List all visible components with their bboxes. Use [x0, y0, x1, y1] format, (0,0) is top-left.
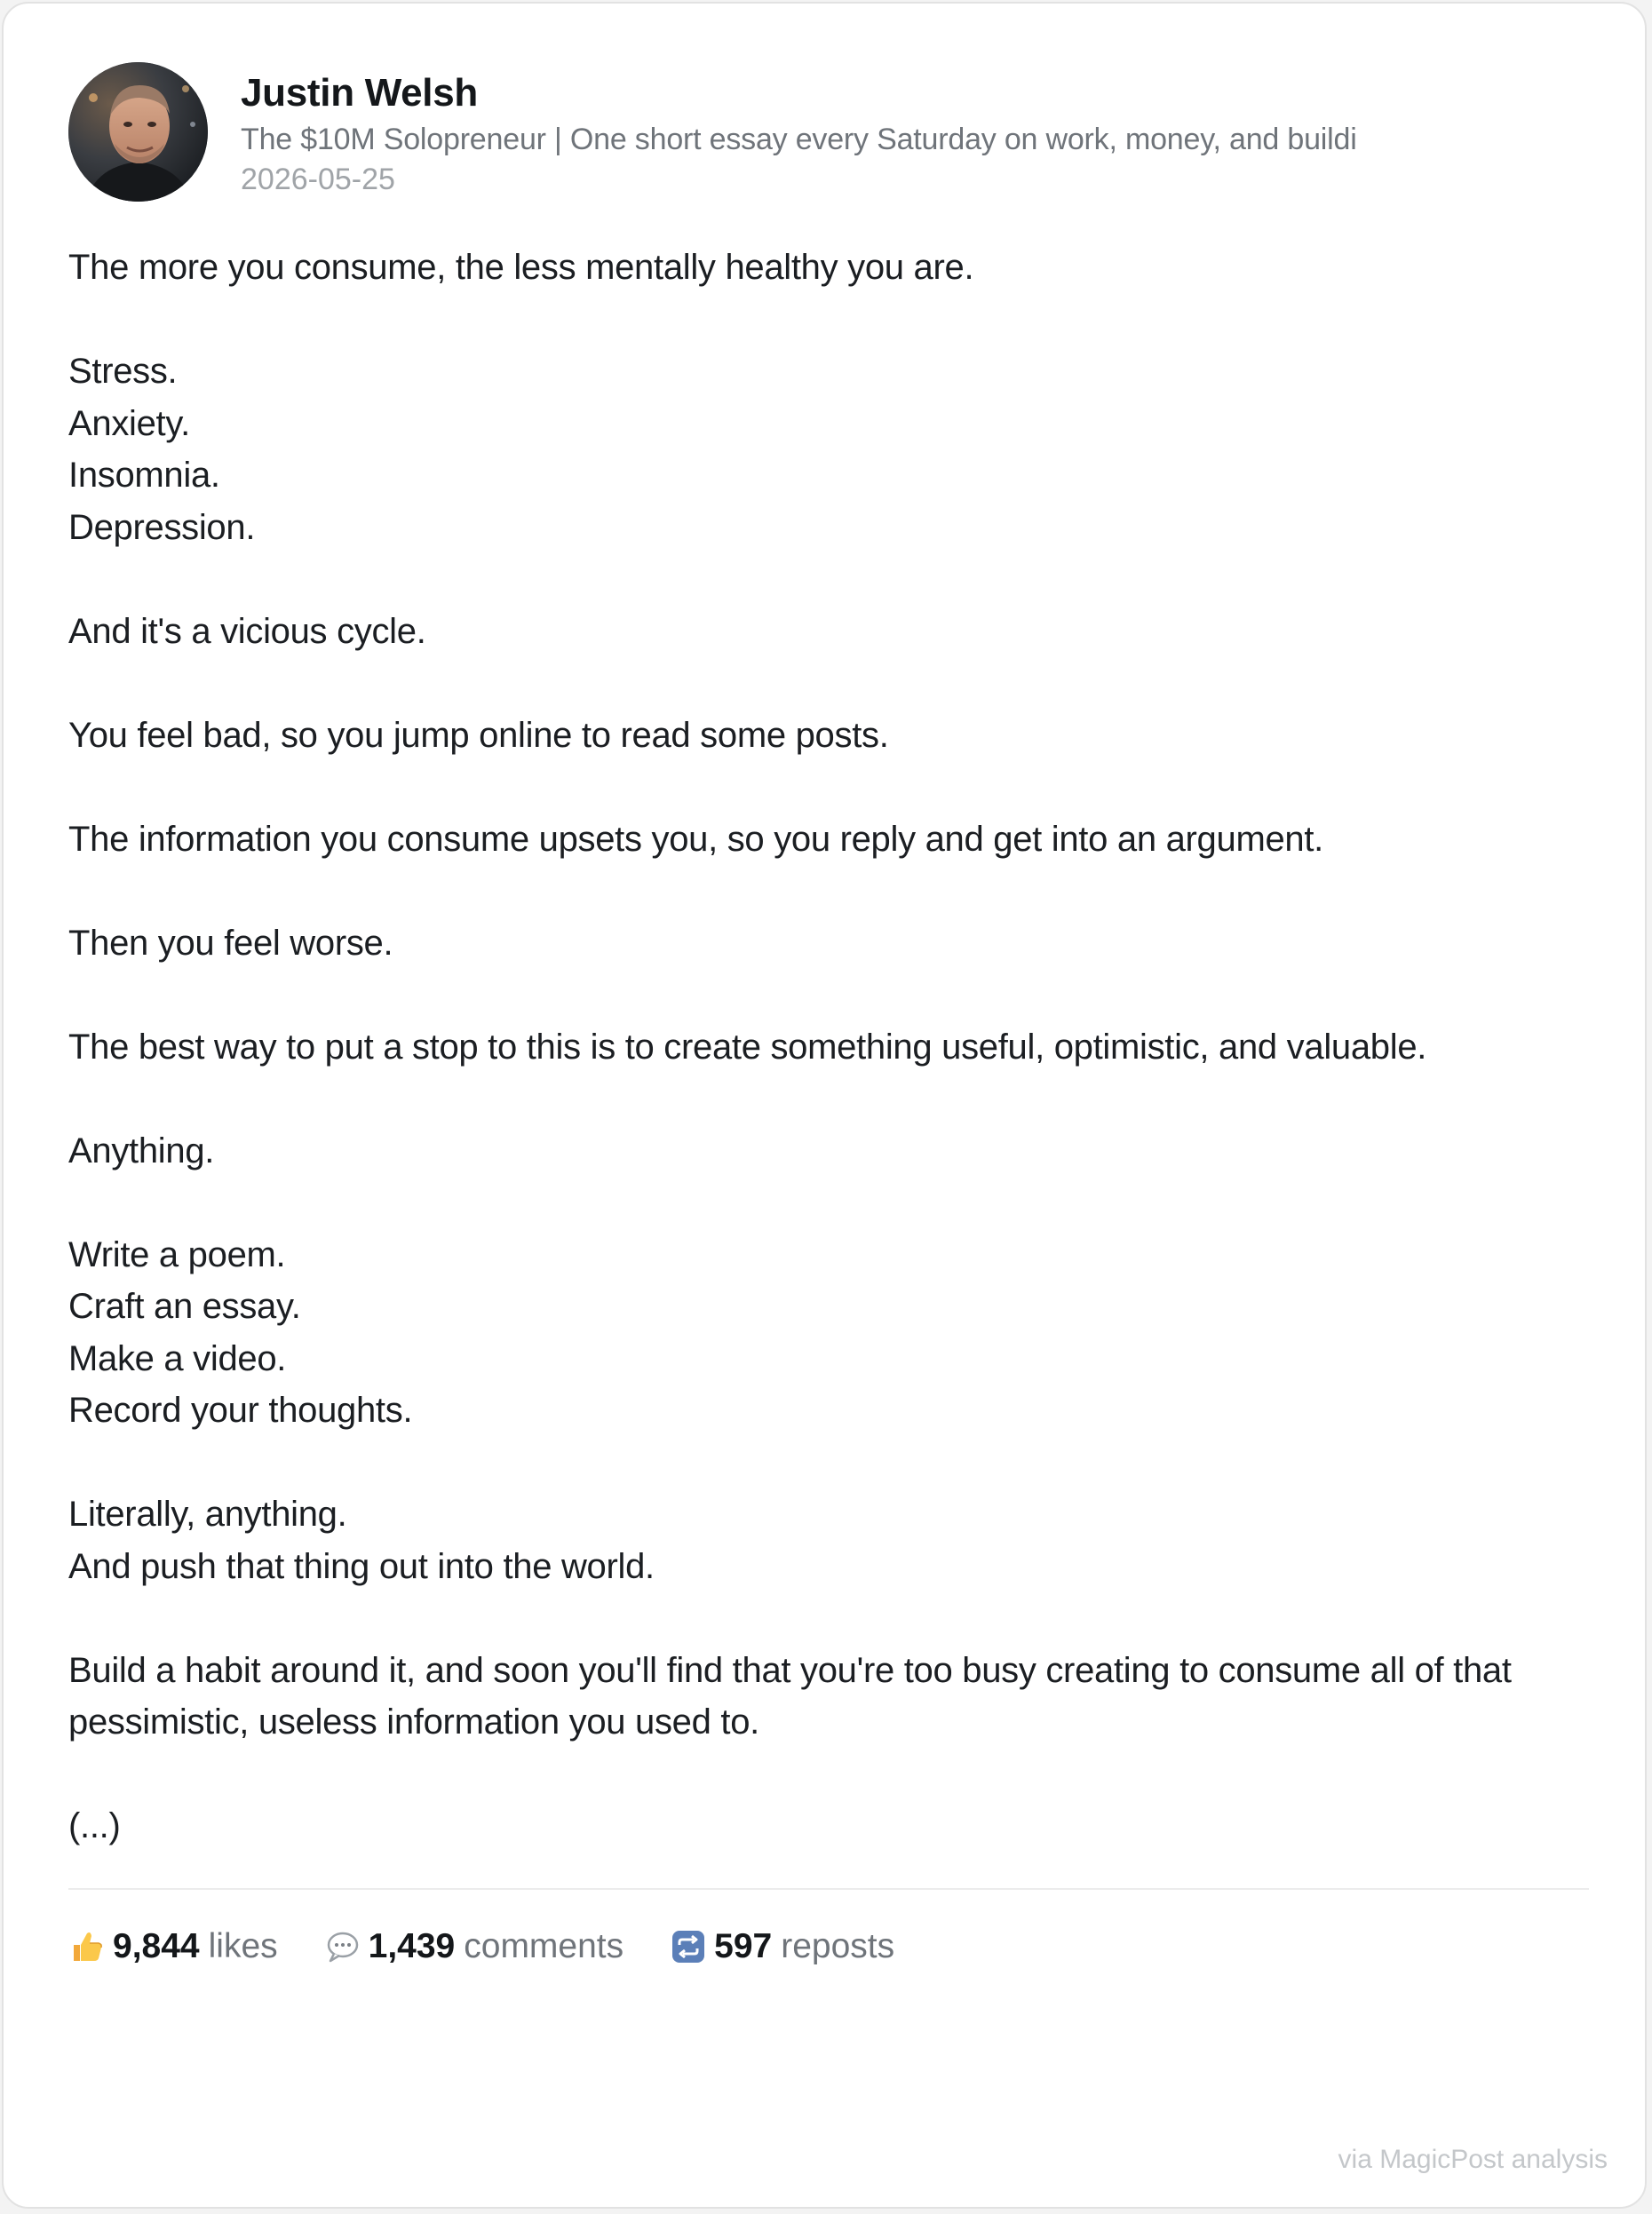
post-line: You feel bad, so you jump online to read some posts.	[68, 715, 889, 755]
attribution-note: via MagicPost analysis	[1338, 2145, 1608, 2174]
post-line: Depression.	[68, 507, 256, 547]
post-card	[2, 2, 1647, 2209]
post-line: Stress.	[68, 352, 178, 391]
post-line: Anything.	[68, 1131, 215, 1170]
post-paragraph	[68, 1645, 1596, 1749]
post-line: The information you consume upsets you, so you reply and get into an argument.	[68, 819, 1323, 859]
comments-count: 1,439	[368, 1927, 456, 1965]
post-paragraph	[68, 1021, 1596, 1074]
post-line: Write a poem.	[68, 1234, 286, 1274]
profile-photo-icon	[68, 62, 208, 202]
author-name[interactable]: Justin Welsh	[241, 71, 478, 115]
comments-stat[interactable]	[324, 1927, 624, 1966]
post-line: Then you feel worse.	[68, 923, 393, 963]
post-paragraph	[68, 1800, 1596, 1853]
post-paragraph	[68, 345, 1596, 553]
post-paragraph	[68, 917, 1596, 970]
likes-count: 9,844	[113, 1927, 200, 1965]
likes-label: likes	[208, 1927, 278, 1965]
reposts-count: 597	[714, 1927, 773, 1965]
post-paragraph	[68, 1488, 1596, 1592]
comments-label: comments	[464, 1927, 624, 1965]
post-paragraph	[68, 1125, 1596, 1178]
post-line: Anxiety.	[68, 403, 190, 443]
post-paragraph	[68, 813, 1596, 866]
post-header	[68, 62, 1578, 204]
post-line: (...)	[68, 1806, 121, 1845]
speech-bubble-icon	[324, 1928, 361, 1965]
post-line: Make a video.	[68, 1338, 287, 1378]
engagement-stats	[68, 1920, 941, 1973]
post-line: And push that thing out into the world.	[68, 1546, 655, 1586]
avatar[interactable]	[68, 62, 208, 202]
post-line: The more you consume, the less mentally healthy you are.	[68, 248, 974, 287]
post-line: Literally, anything.	[68, 1495, 347, 1534]
post-line: Craft an essay.	[68, 1287, 301, 1326]
post-paragraph	[68, 710, 1596, 762]
post-body	[68, 242, 1596, 1853]
reposts-label: reposts	[781, 1927, 895, 1965]
post-paragraph	[68, 606, 1596, 658]
repost-icon	[670, 1928, 707, 1965]
post-line: Build a habit around it, and soon you'll find that you're too busy creating to consume all of that pessimistic, useless information you used to.	[68, 1650, 1512, 1742]
likes-stat[interactable]	[68, 1927, 278, 1966]
reposts-stat[interactable]	[670, 1927, 894, 1966]
thumbs-up-icon	[68, 1928, 106, 1965]
post-line: Record your thoughts.	[68, 1391, 413, 1430]
divider	[68, 1888, 1589, 1890]
post-line: Insomnia.	[68, 456, 220, 495]
post-date: 2026-05-25	[241, 163, 395, 196]
post-paragraph	[68, 242, 1596, 294]
post-paragraph	[68, 1229, 1596, 1437]
post-line: And it's a vicious cycle.	[68, 611, 426, 651]
author-headline: The $10M Solopreneur | One short essay every Saturday on work, money, and buildi	[241, 123, 1357, 156]
post-line: The best way to put a stop to this is to create something useful, optimistic, and valuable.	[68, 1027, 1427, 1067]
